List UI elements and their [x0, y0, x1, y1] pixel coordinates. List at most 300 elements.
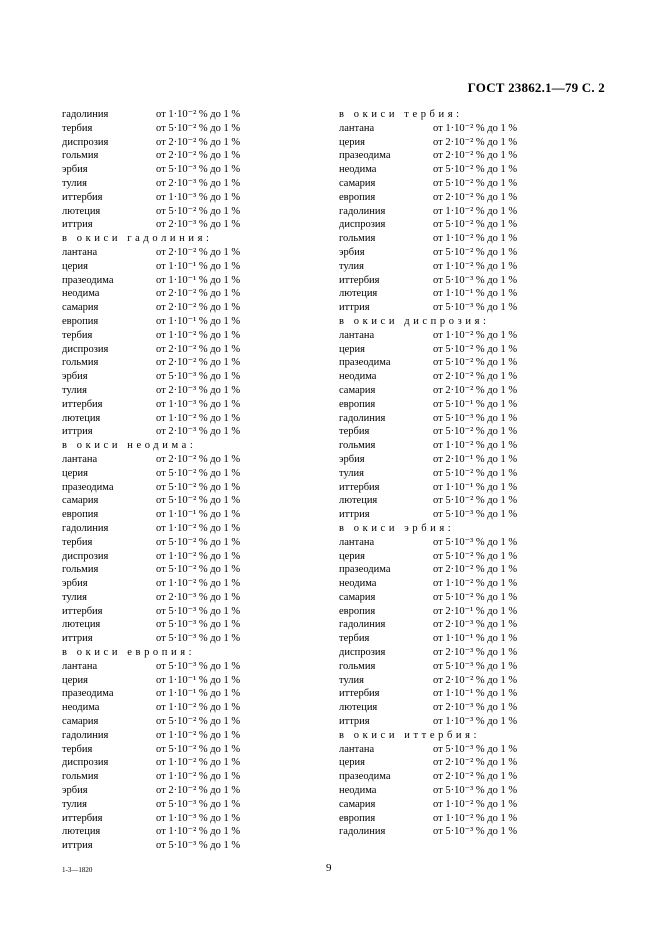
concentration-range: от 2·10⁻¹ % до 1 % [433, 605, 518, 617]
section-header: в окиси гадолиния: [62, 233, 213, 245]
table-row [339, 191, 559, 205]
element-name: церия [339, 343, 365, 355]
concentration-range: от 2·10⁻² % до 1 % [156, 246, 241, 258]
element-name: лютеция [339, 288, 378, 300]
concentration-range: от 5·10⁻² % до 1 % [156, 205, 241, 217]
concentration-range: от 2·10⁻³ % до 1 % [156, 591, 241, 603]
table-row [339, 701, 559, 715]
concentration-range: от 2·10⁻² % до 1 % [433, 371, 518, 383]
element-name: лютеция [62, 205, 101, 217]
table-row [62, 756, 282, 770]
table-row [339, 356, 559, 370]
concentration-range: от 1·10⁻¹ % до 1 % [156, 274, 241, 286]
element-name: европия [339, 812, 376, 824]
element-name: гольмия [339, 660, 376, 672]
concentration-range: от 2·10⁻³ % до 1 % [156, 426, 241, 438]
concentration-range: от 2·10⁻² % до 1 % [156, 136, 241, 148]
element-name: гольмия [62, 564, 99, 576]
concentration-range: от 5·10⁻³ % до 1 % [433, 536, 518, 548]
element-name: иттрия [339, 509, 370, 521]
table-row [62, 260, 282, 274]
table-row [339, 660, 559, 674]
table-row [62, 825, 282, 839]
concentration-range: от 2·10⁻² % до 1 % [156, 150, 241, 162]
element-name: иттрия [62, 840, 93, 852]
concentration-range: от 2·10⁻² % до 1 % [156, 357, 241, 369]
element-name: неодима [339, 578, 377, 590]
table-row [339, 536, 559, 550]
element-name: церия [339, 550, 365, 562]
concentration-range: от 5·10⁻² % до 1 % [156, 743, 241, 755]
table-row [339, 412, 559, 426]
concentration-range: от 5·10⁻² % до 1 % [156, 495, 241, 507]
concentration-range: от 5·10⁻³ % до 1 % [433, 660, 518, 672]
concentration-range: от 1·10⁻² % до 1 % [156, 522, 241, 534]
element-name: эрбия [339, 246, 365, 258]
table-row [62, 384, 282, 398]
table-row [62, 591, 282, 605]
element-name: лантана [339, 536, 375, 548]
table-row [62, 122, 282, 136]
element-name: гольмия [62, 357, 99, 369]
element-name: лютеция [62, 826, 101, 838]
element-name: тербия [339, 426, 370, 438]
concentration-range: от 1·10⁻¹ % до 1 % [156, 688, 241, 700]
concentration-range: от 5·10⁻³ % до 1 % [156, 660, 241, 672]
concentration-range: от 5·10⁻³ % до 1 % [156, 798, 241, 810]
element-name: тулия [339, 674, 364, 686]
concentration-range: от 2·10⁻² % до 1 % [433, 771, 518, 783]
table-row [62, 674, 282, 688]
element-name: эрбия [339, 453, 365, 465]
element-name: лютеция [62, 619, 101, 631]
element-name: празеодима [62, 481, 114, 493]
element-name: иттрия [62, 426, 93, 438]
concentration-range: от 1·10⁻² % до 1 % [433, 329, 518, 341]
concentration-range: от 5·10⁻³ % до 1 % [433, 826, 518, 838]
element-name: лютеция [339, 702, 378, 714]
table-row [339, 674, 559, 688]
concentration-range: от 1·10⁻² % до 1 % [156, 109, 241, 120]
concentration-range: от 5·10⁻² % до 1 % [156, 716, 241, 728]
concentration-range: от 1·10⁻² % до 1 % [433, 578, 518, 590]
element-name: эрбия [62, 164, 88, 176]
element-name: самария [339, 177, 376, 189]
element-name: эрбия [62, 371, 88, 383]
table-row [339, 770, 559, 784]
table-row [339, 687, 559, 701]
element-name: неодима [62, 702, 100, 714]
element-name: иттербия [62, 191, 103, 203]
element-name: тербия [62, 536, 93, 548]
element-name: эрбия [62, 578, 88, 590]
table-row [339, 122, 559, 136]
concentration-range: от 1·10⁻² % до 1 % [433, 440, 518, 452]
element-name: иттербия [339, 688, 380, 700]
concentration-range: от 1·10⁻¹ % до 1 % [433, 481, 518, 493]
concentration-range: от 2·10⁻² % до 1 % [433, 136, 518, 148]
concentration-range: от 1·10⁻² % до 1 % [156, 826, 241, 838]
table-row [62, 743, 282, 757]
element-name: тербия [62, 743, 93, 755]
left-column [62, 108, 282, 853]
table-row [62, 412, 282, 426]
element-name: иттербия [62, 398, 103, 410]
concentration-range: от 5·10⁻² % до 1 % [433, 177, 518, 189]
table-row [62, 563, 282, 577]
element-name: празеодима [62, 274, 114, 286]
table-row [339, 812, 559, 826]
element-name: гольмия [339, 440, 376, 452]
table-row [339, 370, 559, 384]
concentration-range: от 1·10⁻² % до 1 % [156, 412, 241, 424]
table-row [339, 425, 559, 439]
table-row [62, 701, 282, 715]
element-name: лютеция [339, 495, 378, 507]
table-row [339, 205, 559, 219]
concentration-range: от 5·10⁻² % до 1 % [433, 591, 518, 603]
concentration-range: от 5·10⁻² % до 1 % [433, 495, 518, 507]
table-row [339, 632, 559, 646]
concentration-range: от 1·10⁻¹ % до 1 % [156, 315, 241, 327]
table-row [62, 191, 282, 205]
concentration-range: от 5·10⁻³ % до 1 % [433, 412, 518, 424]
element-name: диспрозия [62, 136, 109, 148]
concentration-range: от 5·10⁻² % до 1 % [433, 426, 518, 438]
table-row [339, 301, 559, 315]
element-name: лютеция [62, 412, 101, 424]
element-name: церия [62, 467, 88, 479]
table-row [339, 218, 559, 232]
concentration-range: от 1·10⁻¹ % до 1 % [433, 688, 518, 700]
table-row [339, 287, 559, 301]
concentration-range: от 5·10⁻³ % до 1 % [156, 840, 241, 852]
table-row [62, 577, 282, 591]
element-name: иттрия [62, 633, 93, 645]
concentration-range: от 1·10⁻² % до 1 % [156, 757, 241, 769]
concentration-range: от 1·10⁻² % до 1 % [156, 578, 241, 590]
element-name: церия [62, 260, 88, 272]
element-name: гадолиния [62, 109, 109, 120]
element-name: иттрия [339, 716, 370, 728]
concentration-range: от 2·10⁻² % до 1 % [156, 288, 241, 300]
page-header: ГОСТ 23862.1—79 С. 2 [467, 80, 605, 95]
element-name: европия [62, 315, 99, 327]
element-name: гадолиния [339, 619, 386, 631]
element-name: гадолиния [62, 522, 109, 534]
element-name: церия [62, 674, 88, 686]
table-row [62, 287, 282, 301]
table-row [62, 632, 282, 646]
element-name: гадолиния [62, 729, 109, 741]
element-name: диспрозия [339, 647, 386, 659]
concentration-range: от 5·10⁻³ % до 1 % [433, 302, 518, 314]
concentration-range: от 2·10⁻² % до 1 % [433, 757, 518, 769]
element-name: празеодима [62, 688, 114, 700]
table-row [62, 163, 282, 177]
table-row [62, 425, 282, 439]
section-header: в окиси неодима: [62, 440, 197, 452]
table-row [339, 384, 559, 398]
table-row [339, 398, 559, 412]
table-row [339, 825, 559, 839]
concentration-range: от 1·10⁻³ % до 1 % [433, 716, 518, 728]
table-row [62, 467, 282, 481]
element-name: гольмия [62, 150, 99, 162]
concentration-range: от 1·10⁻¹ % до 1 % [156, 674, 241, 686]
concentration-range: от 5·10⁻² % до 1 % [433, 164, 518, 176]
concentration-range: от 2·10⁻³ % до 1 % [156, 384, 241, 396]
concentration-range: от 5·10⁻² % до 1 % [433, 550, 518, 562]
table-row [62, 343, 282, 357]
concentration-range: от 1·10⁻² % до 1 % [433, 233, 518, 245]
concentration-range: от 1·10⁻² % до 1 % [433, 260, 518, 272]
concentration-range: от 2·10⁻³ % до 1 % [433, 647, 518, 659]
table-row [62, 481, 282, 495]
element-name: гадолиния [339, 205, 386, 217]
table-row [62, 301, 282, 315]
table-row [62, 536, 282, 550]
concentration-range: от 2·10⁻³ % до 1 % [433, 619, 518, 631]
element-name: церия [339, 136, 365, 148]
concentration-range: от 5·10⁻² % до 1 % [156, 536, 241, 548]
element-name: тулия [339, 467, 364, 479]
table-row [339, 329, 559, 343]
element-name: иттербия [339, 274, 380, 286]
table-row [339, 232, 559, 246]
element-name: неодима [62, 288, 100, 300]
element-name: иттрия [339, 302, 370, 314]
element-name: тулия [62, 177, 87, 189]
table-row [62, 453, 282, 467]
table-row [339, 163, 559, 177]
concentration-range: от 5·10⁻² % до 1 % [156, 122, 241, 134]
concentration-range: от 1·10⁻¹ % до 1 % [433, 288, 518, 300]
element-name: диспрозия [62, 550, 109, 562]
concentration-range: от 2·10⁻³ % до 1 % [156, 219, 241, 231]
table-row [339, 467, 559, 481]
table-row [339, 439, 559, 453]
element-name: европия [339, 398, 376, 410]
concentration-range: от 2·10⁻² % до 1 % [433, 564, 518, 576]
concentration-range: от 1·10⁻² % до 1 % [433, 205, 518, 217]
element-name: гадолиния [339, 412, 386, 424]
table-row [62, 784, 282, 798]
element-name: празеодима [339, 150, 391, 162]
concentration-range: от 5·10⁻² % до 1 % [433, 219, 518, 231]
element-name: тулия [339, 260, 364, 272]
table-row [62, 315, 282, 329]
element-name: эрбия [62, 785, 88, 797]
table-row [62, 136, 282, 150]
element-name: европия [339, 605, 376, 617]
element-name: церия [339, 757, 365, 769]
table-row [62, 770, 282, 784]
element-name: самария [339, 591, 376, 603]
table-row [62, 715, 282, 729]
table-row [339, 494, 559, 508]
table-row [62, 508, 282, 522]
table-row [62, 205, 282, 219]
table-row [339, 550, 559, 564]
table-row [339, 577, 559, 591]
element-name: лантана [62, 246, 98, 258]
right-column [339, 108, 559, 839]
element-name: празеодима [339, 771, 391, 783]
concentration-range: от 2·10⁻³ % до 1 % [156, 177, 241, 189]
table-row [62, 605, 282, 619]
concentration-range: от 2·10⁻² % до 1 % [433, 150, 518, 162]
element-name: лантана [339, 122, 375, 134]
table-row [339, 591, 559, 605]
table-row [62, 618, 282, 632]
concentration-range: от 5·10⁻² % до 1 % [433, 246, 518, 258]
concentration-range: от 1·10⁻² % до 1 % [156, 771, 241, 783]
table-row [339, 756, 559, 770]
concentration-range: от 1·10⁻² % до 1 % [156, 329, 241, 341]
table-row [339, 274, 559, 288]
concentration-range: от 1·10⁻² % до 1 % [433, 122, 518, 134]
concentration-range: от 5·10⁻³ % до 1 % [433, 785, 518, 797]
element-name: самария [339, 384, 376, 396]
concentration-range: от 1·10⁻² % до 1 % [156, 729, 241, 741]
concentration-range: от 5·10⁻² % до 1 % [156, 467, 241, 479]
concentration-range: от 1·10⁻² % до 1 % [156, 550, 241, 562]
table-row [62, 398, 282, 412]
element-name: самария [62, 716, 99, 728]
concentration-range: от 2·10⁻² % до 1 % [156, 343, 241, 355]
page-number: 9 [326, 862, 332, 874]
concentration-range: от 1·10⁻² % до 1 % [433, 798, 518, 810]
table-row [339, 246, 559, 260]
table-row [62, 149, 282, 163]
element-name: тулия [62, 798, 87, 810]
concentration-range: от 5·10⁻¹ % до 1 % [433, 398, 518, 410]
concentration-range: от 2·10⁻¹ % до 1 % [433, 453, 518, 465]
print-code: 1-3—1820 [62, 866, 93, 874]
table-row [62, 687, 282, 701]
table-row [339, 343, 559, 357]
element-name: лантана [339, 743, 375, 755]
concentration-range: от 5·10⁻³ % до 1 % [156, 633, 241, 645]
section-header: в окиси эрбия: [339, 522, 455, 534]
concentration-range: от 1·10⁻³ % до 1 % [156, 812, 241, 824]
section-header: в окиси европия: [62, 647, 196, 659]
element-name: празеодима [339, 564, 391, 576]
concentration-range: от 5·10⁻³ % до 1 % [156, 605, 241, 617]
table-row [339, 136, 559, 150]
table-row [339, 646, 559, 660]
element-name: гадолиния [339, 826, 386, 838]
table-row [339, 508, 559, 522]
element-name: иттрия [62, 219, 93, 231]
table-row [62, 812, 282, 826]
section-header: в окиси диспрозия: [339, 315, 490, 327]
concentration-range: от 1·10⁻³ % до 1 % [156, 191, 241, 203]
table-row [62, 522, 282, 536]
table-row [62, 274, 282, 288]
element-name: тербия [62, 329, 93, 341]
section-header: в окиси иттербия: [339, 729, 481, 741]
concentration-range: от 5·10⁻³ % до 1 % [156, 619, 241, 631]
element-name: диспрозия [62, 343, 109, 355]
table-row [339, 149, 559, 163]
table-row [339, 481, 559, 495]
table-row [339, 605, 559, 619]
element-name: иттербия [62, 605, 103, 617]
concentration-range: от 1·10⁻² % до 1 % [156, 702, 241, 714]
concentration-range: от 1·10⁻¹ % до 1 % [156, 260, 241, 272]
element-name: самария [62, 302, 99, 314]
table-row [62, 550, 282, 564]
section-header: в окиси тербия: [339, 109, 463, 120]
table-row [62, 177, 282, 191]
concentration-range: от 2·10⁻² % до 1 % [156, 785, 241, 797]
element-name: тербия [62, 122, 93, 134]
element-name: гольмия [339, 233, 376, 245]
element-name: иттербия [339, 481, 380, 493]
concentration-range: от 1·10⁻¹ % до 1 % [433, 633, 518, 645]
element-name: лантана [339, 329, 375, 341]
table-row [339, 563, 559, 577]
element-name: тулия [62, 591, 87, 603]
element-name: празеодима [339, 357, 391, 369]
element-name: европия [62, 509, 99, 521]
table-row [62, 218, 282, 232]
table-row [62, 729, 282, 743]
concentration-range: от 5·10⁻³ % до 1 % [156, 164, 241, 176]
concentration-range: от 5·10⁻³ % до 1 % [433, 743, 518, 755]
concentration-range: от 2·10⁻² % до 1 % [433, 191, 518, 203]
element-name: иттербия [62, 812, 103, 824]
table-row [339, 784, 559, 798]
table-row [339, 453, 559, 467]
element-name: лантана [62, 660, 98, 672]
table-row [339, 715, 559, 729]
element-name: тербия [339, 633, 370, 645]
table-row [62, 494, 282, 508]
concentration-range: от 5·10⁻³ % до 1 % [433, 509, 518, 521]
concentration-range: от 5·10⁻² % до 1 % [156, 564, 241, 576]
concentration-range: от 2·10⁻² % до 1 % [433, 384, 518, 396]
concentration-range: от 2·10⁻² % до 1 % [433, 674, 518, 686]
element-name: тулия [62, 384, 87, 396]
table-row [339, 618, 559, 632]
concentration-range: от 1·10⁻¹ % до 1 % [156, 509, 241, 521]
element-name: диспрозия [62, 757, 109, 769]
concentration-range: от 5·10⁻³ % до 1 % [433, 274, 518, 286]
element-name: гольмия [62, 771, 99, 783]
table-row [62, 839, 282, 853]
table-row [62, 370, 282, 384]
table-row [62, 660, 282, 674]
concentration-range: от 5·10⁻² % до 1 % [433, 343, 518, 355]
element-name: диспрозия [339, 219, 386, 231]
table-row [339, 798, 559, 812]
concentration-range: от 1·10⁻³ % до 1 % [156, 398, 241, 410]
element-name: неодима [339, 371, 377, 383]
element-name: неодима [339, 164, 377, 176]
concentration-range: от 2·10⁻² % до 1 % [156, 453, 241, 465]
element-name: лантана [62, 453, 98, 465]
concentration-range: от 2·10⁻² % до 1 % [156, 302, 241, 314]
table-row [62, 798, 282, 812]
element-name: самария [62, 495, 99, 507]
concentration-range: от 5·10⁻³ % до 1 % [156, 371, 241, 383]
table-row [62, 108, 282, 122]
concentration-range: от 5·10⁻² % до 1 % [433, 467, 518, 479]
table-row [339, 260, 559, 274]
